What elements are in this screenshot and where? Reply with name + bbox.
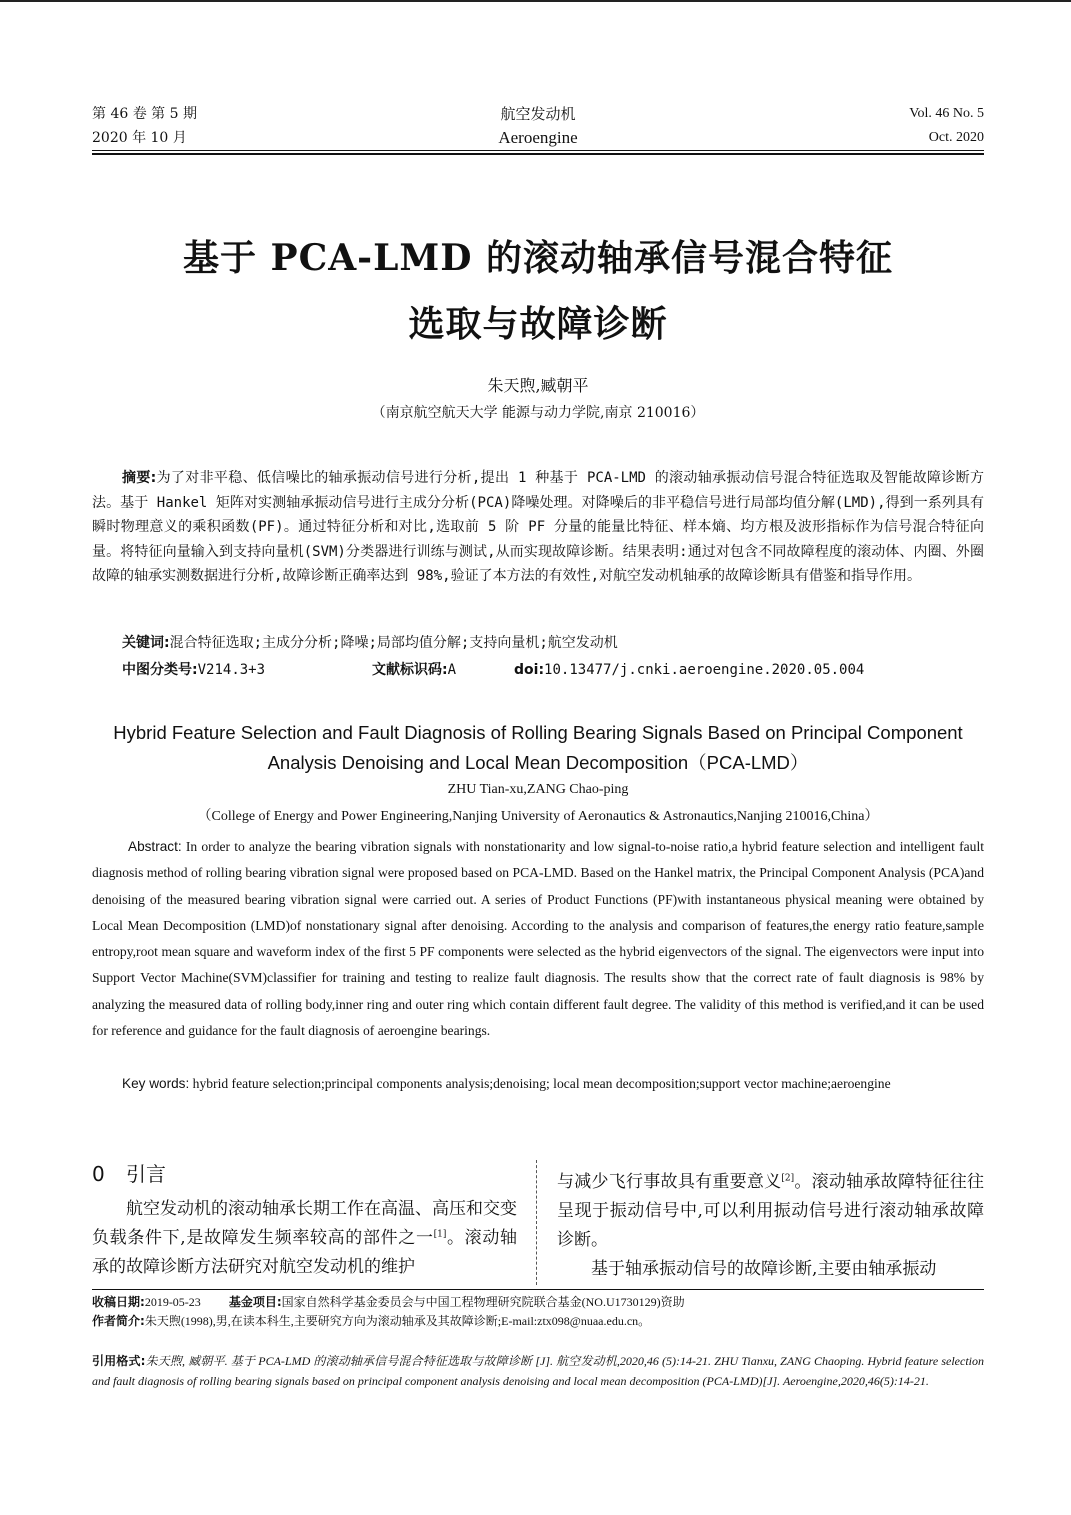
doc-code-label: 文献标识码: bbox=[372, 662, 448, 678]
keywords-cn-label: 关键词: bbox=[122, 635, 170, 651]
body-column-right bbox=[557, 1168, 984, 1284]
clc-value: V214.3+3 bbox=[197, 662, 266, 678]
intro-paragraph-1-cont bbox=[557, 1168, 984, 1255]
affiliation-en: （College of Energy and Power Engineering,Nanjing University of Aeronautics & Astronautics,Nanjing 210016,China） bbox=[197, 809, 879, 824]
date-en: Oct. 2020 bbox=[928, 130, 984, 145]
journal-name-en: Aeroengine bbox=[498, 128, 578, 147]
citation-block bbox=[92, 1351, 984, 1391]
title-line-2: 选取与故障诊断 bbox=[408, 303, 668, 345]
en-title-line-2: Analysis Denoising and Local Mean Decomposition（PCA-LMD） bbox=[267, 752, 809, 773]
abstract-cn-label: 摘要: bbox=[122, 470, 157, 486]
keywords-en-label: Key words: bbox=[122, 1076, 190, 1091]
body-column-left bbox=[92, 1158, 517, 1282]
keywords-cn bbox=[122, 631, 984, 655]
doc-code-item bbox=[372, 658, 456, 682]
abstract-cn bbox=[92, 466, 984, 589]
citation-label: 引用格式: bbox=[92, 1354, 146, 1368]
column-divider bbox=[536, 1160, 537, 1285]
citation-text: 朱天煦, 臧朝平. 基于 PCA-LMD 的滚动轴承信号混合特征选取与故障诊断 [J]. 航空发动机,2020,46 (5):14-21. ZHU Tianxu, ZANG Chaoping. Hybrid feature selection and fault diagnosis of rolling bearing signals based on principal component analysis denoising and local mean decomposition (PCA-LMD)[J]. Aeroengine,2020,46(5):14-21. bbox=[92, 1354, 984, 1388]
footnote-rule bbox=[92, 1289, 984, 1290]
header-right bbox=[909, 102, 984, 150]
doi-item bbox=[514, 658, 864, 682]
affiliation-cn: （南京航空航天大学 能源与动力学院,南京 210016） bbox=[371, 405, 705, 421]
classification-line bbox=[122, 658, 984, 682]
intro-text-d: 。滚动轴承故障特征往往呈现于振动信号中,可以利用振动信号进行滚动轴承故障诊断。 bbox=[557, 1172, 985, 1250]
intro-text-c: 与减少飞行事故具有重要意义 bbox=[557, 1172, 782, 1192]
top-border bbox=[0, 0, 1071, 2]
received-value: 2019-05-23 bbox=[144, 1295, 201, 1309]
doi-label: doi: bbox=[514, 662, 545, 678]
intro-text-a: 航空发动机的滚动轴承长期工作在高温、高压和交变负载条件下,是故障发生频率较高的部件之一 bbox=[92, 1199, 517, 1248]
footnote-author bbox=[92, 1311, 984, 1331]
intro-text-b: 。滚动轴承的故障诊断方法研究对航空发动机的维护 bbox=[92, 1228, 517, 1277]
page-header bbox=[92, 102, 984, 150]
abstract-en-label: Abstract: bbox=[128, 839, 182, 854]
paper-title-cn bbox=[92, 225, 984, 357]
keywords-en-text: hybrid feature selection;principal components analysis;denoising; local mean decomposition;support vector machine;aeroengine bbox=[192, 1076, 891, 1091]
fund-label: 基金项目: bbox=[228, 1295, 282, 1309]
header-rule-thin bbox=[92, 150, 984, 151]
ref-2[interactable]: [2] bbox=[781, 1173, 795, 1184]
title-line-1: 基于 PCA-LMD 的滚动轴承信号混合特征 bbox=[182, 237, 894, 279]
fund-value: 国家自然科学基金委员会与中国工程物理研究院联合基金(NO.U1730129)资助 bbox=[281, 1295, 685, 1309]
intro-paragraph-1 bbox=[92, 1195, 517, 1282]
abstract-en bbox=[92, 834, 984, 1044]
clc-label: 中图分类号: bbox=[122, 662, 198, 678]
intro-paragraph-2: 基于轴承振动信号的故障诊断,主要由轴承振动 bbox=[591, 1259, 937, 1279]
paper-title-en bbox=[92, 718, 984, 778]
header-rule-thick bbox=[92, 153, 984, 155]
abstract-cn-text: 为了对非平稳、低信噪比的轴承振动信号进行分析,提出 1 种基于 PCA-LMD 的滚动轴承振动信号混合特征选取及智能故障诊断方法。基于 Hankel 矩阵对实测轴承振动信号进行主成分分析(PCA)降噪处理。对降噪后的非平稳信号进行局部均值分解(LMD),得到一系列具有瞬时物理意义的乘积函数(PF)。通过特征分析和对比,选取前 5 阶 PF 分量的能量比特征、样本熵、均方根及波形指标作为信号混合特征向量。将特征向量输入到支持向量机(SVM)分类器进行训练与测试,从而实现故障诊断。结果表明:通过对包含不同故障程度的滚动体、内圈、外圈故障的轴承实测数据进行分析,故障诊断正确率达到 98%,验证了本方法的有效性,对航空发动机轴承的故障诊断具有借鉴和指导作用。 bbox=[92, 470, 984, 584]
section-number: 0 bbox=[92, 1162, 105, 1186]
author-bio-value: 朱天煦(1998),男,在读本科生,主要研究方向为滚动轴承及其故障诊断;E-mail:ztx098@nuaa.edu.cn。 bbox=[144, 1314, 651, 1328]
keywords-cn-text: 混合特征选取;主成分分析;降噪;局部均值分解;支持向量机;航空发动机 bbox=[169, 635, 618, 651]
volume-en: Vol. 46 No. 5 bbox=[909, 106, 984, 121]
en-title-line-1: Hybrid Feature Selection and Fault Diagnosis of Rolling Bearing Signals Based on Principal Component bbox=[113, 722, 963, 743]
header-center bbox=[92, 102, 984, 150]
issue-cn: 第 46 卷 第 5 期 bbox=[92, 106, 197, 122]
authors-en: ZHU Tian-xu,ZANG Chao-ping bbox=[447, 782, 629, 797]
ref-1[interactable]: [1] bbox=[433, 1229, 447, 1240]
authors-cn: 朱天煦,臧朝平 bbox=[487, 376, 589, 395]
author-bio-label: 作者简介: bbox=[92, 1314, 145, 1328]
footnote-received-fund bbox=[92, 1292, 984, 1312]
journal-name-cn: 航空发动机 bbox=[500, 105, 576, 123]
section-title: 引言 bbox=[126, 1162, 166, 1186]
doc-code-value: A bbox=[447, 662, 457, 678]
doi-value: 10.13477/j.cnki.aeroengine.2020.05.004 bbox=[544, 662, 865, 678]
received-label: 收稿日期: bbox=[92, 1295, 145, 1309]
clc-item bbox=[122, 658, 265, 682]
abstract-en-text: In order to analyze the bearing vibration signals with nonstationarity and low signal-to-noise ratio,a hybrid feature selection and intelligent fault diagnosis method of rolling bearing vibration signal were proposed based on PCA-LMD. Based on the Hankel matrix, the Principal Component Analysis (PCA)and denoising of the measured bearing vibration signal were carried out. A series of Product Functions (PF)with instantaneous physical meaning were obtained by Local Mean Decomposition (LMD)of nonstationary signal after denoising. According to the analysis and comparison of features,the energy ratio feature,sample entropy,root mean square and waveform index of the first 5 PF components were selected as the hybrid eigenvectors of the signal. The eigenvectors were input into Support Vector Machine(SVM)classifier for training and testing to realize fault diagnosis. The results show that the correct rate of fault diagnosis is 98% by analyzing the measured data of rolling body,inner ring and outer ring which contain different fault degree. The validity of this method is verified,and it can be used for reference and guidance for the fault diagnosis of aeroengine bearings. bbox=[92, 839, 984, 1039]
keywords-en bbox=[92, 1071, 984, 1097]
section-heading bbox=[92, 1158, 517, 1190]
date-cn: 2020 年 10 月 bbox=[92, 130, 187, 146]
